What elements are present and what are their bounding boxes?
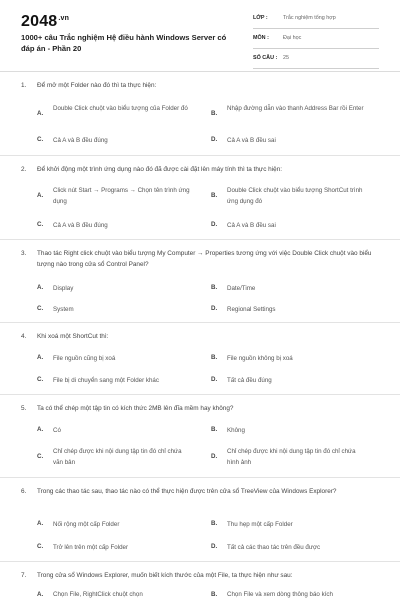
option-text: Cả A và B đều sai <box>227 222 276 229</box>
option-letter: A. <box>37 426 44 433</box>
question-divider <box>0 322 400 323</box>
meta-row-subject <box>253 32 379 49</box>
option-text: Chọn File và xem dòng thông báo kích <box>227 591 333 598</box>
option-text: File nguồn cũng bị xoá <box>53 355 116 362</box>
option-letter: C. <box>37 136 44 143</box>
option-letter: A. <box>37 354 44 361</box>
question-text: Ta có thể chép một tập tin có kích thức 2MB lên đĩa mềm hay không? <box>37 405 234 412</box>
option-letter: B. <box>211 426 218 433</box>
question-text: Để khởi động một trình ứng dụng nào đó đã được cài đặt lên máy tính thì ta thực hiện: <box>37 166 283 173</box>
question-divider <box>0 155 400 156</box>
option-text: Tất cả đều đúng <box>227 377 272 384</box>
option-letter: C. <box>37 305 44 312</box>
question-text: Để mở một Folder nào đó thì ta thực hiện: <box>37 82 157 89</box>
question-text: Trong cửa sổ Windows Explorer, muốn biết kích thước của một File, ta thực hiện như sau: <box>37 572 293 579</box>
option-letter: C. <box>37 221 44 228</box>
option-text: Double Click chuột vào biểu tượng ShortCut trình ứng dụng đó <box>227 187 363 205</box>
option-letter: D. <box>211 136 218 143</box>
option-text: Nối rộng một cấp Folder <box>53 521 120 528</box>
meta-row-class <box>253 12 379 29</box>
question-divider <box>0 477 400 478</box>
header <box>0 0 400 70</box>
question-number: 3. <box>21 250 27 257</box>
option-letter: D. <box>211 543 218 550</box>
meta-value: 25 <box>283 55 289 61</box>
option-letter: C. <box>37 376 44 383</box>
meta-label: MÔN : <box>253 35 269 41</box>
option-text: Cả A và B đều đúng <box>53 137 108 144</box>
header-divider <box>0 71 400 72</box>
option-text: System <box>53 306 74 313</box>
site-logo[interactable]: $2048^{.vn}$ <box>21 13 70 30</box>
meta-value: Trắc nghiệm tổng hợp <box>283 15 336 21</box>
question-number: 4. <box>21 333 27 340</box>
option-text: Có <box>53 427 61 434</box>
option-letter: B. <box>211 192 218 199</box>
option-letter: B. <box>211 354 218 361</box>
question-number: 2. <box>21 166 27 173</box>
option-text: File nguồn không bị xoá <box>227 355 293 362</box>
option-letter: A. <box>37 192 44 199</box>
option-letter: A. <box>37 591 44 598</box>
option-text: Cả A và B đều đúng <box>53 222 108 229</box>
option-text: Display <box>53 285 74 292</box>
option-text: Cả A và B đều sai <box>227 137 276 144</box>
meta-value: Đại học <box>283 35 302 41</box>
option-text: Click nút Start → Programs → Chọn tên trình ứng dụng <box>53 187 190 205</box>
option-letter: D. <box>211 221 218 228</box>
option-text: Chọn File, RightClick chuột chọn <box>53 591 143 598</box>
option-letter: B. <box>211 110 218 117</box>
option-text: Trở lên trên một cấp Folder <box>53 544 129 551</box>
option-letter: A. <box>37 284 44 291</box>
option-text: Không <box>227 427 245 434</box>
option-letter: B. <box>211 284 218 291</box>
question-text: Thao tác Right click chuột vào biểu tượng My Computer → Properties tương ứng với việc Double Click chuột vào biểu tượng nào trong cửa sổ Control Panel? <box>37 250 372 268</box>
option-letter: B. <box>211 520 218 527</box>
document-title: 1000+ câu Trắc nghiệm Hệ điều hành Windows Server có đáp án - Phần 20 <box>21 33 227 53</box>
meta-label: SỐ CÂU : <box>253 55 278 61</box>
option-letter: A. <box>37 520 44 527</box>
option-text: Regional Settings <box>227 306 276 313</box>
option-text: Double Click chuột vào biểu tượng của Folder đó <box>53 105 188 112</box>
option-text: Chỉ chép được khi nội dung tập tin đó chỉ chứa hình ảnh <box>227 448 356 466</box>
option-text: Tất cả các thao tác trên đều được <box>227 544 321 551</box>
question-number: 6. <box>21 488 27 495</box>
meta-label: LỚP : <box>253 15 268 21</box>
option-letter: A. <box>37 110 44 117</box>
question-divider <box>0 561 400 562</box>
question-number: 5. <box>21 405 27 412</box>
option-text: Nhập đường dẫn vào thanh Address Bar rồi Enter <box>227 105 364 112</box>
question-divider <box>0 239 400 240</box>
question-number: 7. <box>21 572 27 579</box>
option-letter: D. <box>211 305 218 312</box>
question-text: Khi xoá một ShortCut thì: <box>37 333 109 340</box>
option-text: Thu hẹp một cấp Folder <box>227 521 293 528</box>
option-text: Date/Time <box>227 285 256 292</box>
option-letter: C. <box>37 453 44 460</box>
question-number: 1. <box>21 82 27 89</box>
question-text: Trong các thao tác sau, thao tác nào có thể thực hiện được trên cửa sổ TreeView của Windows Explorer? <box>37 488 337 495</box>
option-text: Chỉ chép được khi nội dung tập tin đó chỉ chứa văn bản <box>53 448 182 466</box>
option-letter: D. <box>211 376 218 383</box>
option-letter: D. <box>211 453 218 460</box>
document-meta <box>253 12 379 72</box>
option-letter: B. <box>211 591 218 598</box>
question-divider <box>0 394 400 395</box>
option-text: File bị di chuyển sang một Folder khác <box>53 377 159 384</box>
option-letter: C. <box>37 543 44 550</box>
meta-row-count <box>253 52 379 69</box>
